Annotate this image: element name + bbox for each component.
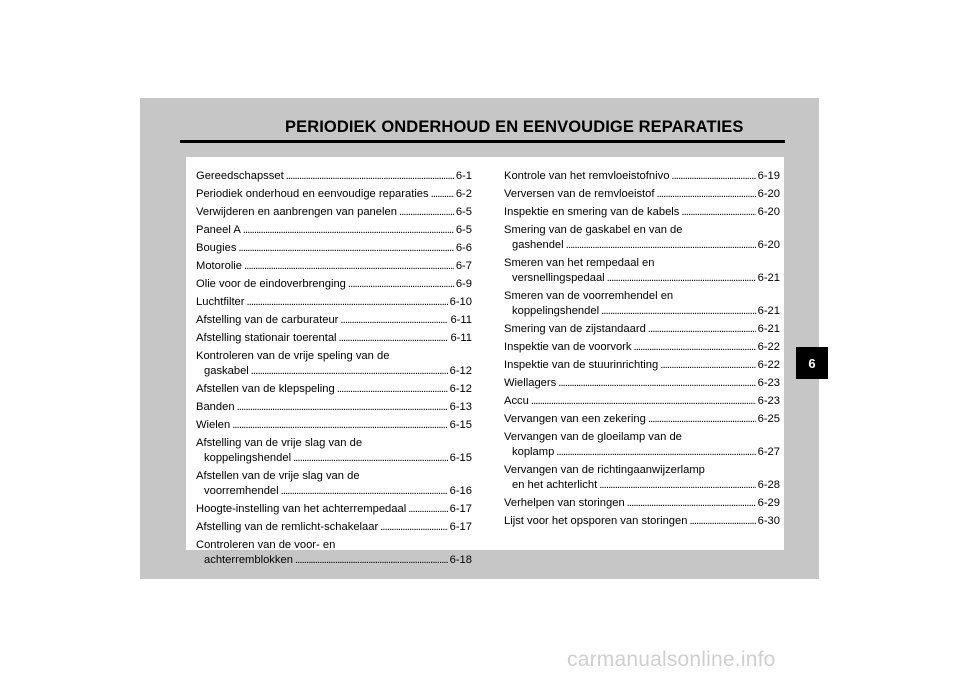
toc-page-number: 6-11 — [450, 332, 472, 344]
toc-entry[interactable] — [196, 205, 472, 220]
toc-entry[interactable] — [196, 469, 472, 499]
toc-entry[interactable] — [196, 418, 472, 433]
toc-leader-dots — [681, 205, 755, 220]
toc-entry-title-line: Afstelling van de vrije slag van de — [196, 437, 363, 449]
toc-entry-title: Wielen — [196, 419, 231, 431]
toc-entry-title: Olie voor de eindoverbrenging — [196, 278, 346, 290]
toc-entry[interactable] — [196, 502, 472, 517]
toc-entry[interactable] — [196, 169, 472, 184]
toc-entry[interactable] — [196, 331, 472, 346]
toc-entry[interactable] — [196, 241, 472, 256]
toc-entry-title-line: Smeren van de voorremhendel en — [504, 290, 674, 302]
toc-entry[interactable] — [504, 256, 780, 286]
toc-page-number: 6-12 — [449, 365, 472, 377]
toc-entry[interactable] — [504, 358, 780, 373]
toc-leader-dots — [599, 478, 755, 493]
toc-left-column — [196, 169, 472, 571]
toc-entry-title: Inspektie van de voorvork — [504, 341, 632, 353]
toc-entry-title: Smering van de zijstandaard — [504, 323, 646, 335]
toc-entry[interactable] — [196, 295, 472, 310]
toc-entry[interactable] — [196, 349, 472, 379]
toc-entry[interactable] — [504, 322, 780, 337]
toc-entry[interactable] — [196, 313, 472, 328]
toc-entry-title: Verhelpen van storingen — [504, 497, 625, 509]
toc-page-number: 6-7 — [455, 260, 472, 272]
toc-entry[interactable] — [196, 436, 472, 466]
toc-page-number: 6-30 — [757, 515, 780, 527]
toc-entry[interactable] — [504, 340, 780, 355]
toc-entry[interactable] — [196, 520, 472, 535]
toc-entry-title: Accu — [504, 395, 529, 407]
toc-entry-title-line: Smeren van het rempedaal en — [504, 257, 655, 269]
toc-leader-dots — [408, 502, 447, 517]
toc-entry-title: voorremhendel — [204, 485, 279, 497]
toc-page-number: 6-21 — [757, 272, 780, 284]
toc-leader-dots — [566, 238, 756, 253]
toc-page-number: 6-5 — [455, 224, 472, 236]
toc-entry-title: Hoogte-instelling van het achterrempedaal — [196, 503, 407, 515]
toc-page-number: 6-20 — [757, 206, 780, 218]
toc-entry-title: Verwijderen en aanbrengen van panelen — [196, 206, 397, 218]
toc-leader-dots — [244, 259, 454, 274]
toc-leader-dots — [380, 520, 447, 535]
toc-entry[interactable] — [196, 187, 472, 202]
toc-page-number: 6-23 — [757, 395, 780, 407]
toc-entry[interactable] — [196, 400, 472, 415]
toc-entry[interactable] — [504, 205, 780, 220]
toc-entry[interactable] — [196, 382, 472, 397]
toc-entry[interactable] — [504, 187, 780, 202]
toc-entry-title-line: Vervangen van de richtingaanwijzerlamp — [504, 464, 705, 476]
toc-page-number: 6-25 — [757, 413, 780, 425]
toc-entry-title: en het achterlicht — [512, 479, 598, 491]
toc-page-number: 6-13 — [449, 401, 472, 413]
toc-entry-title: koplamp — [512, 446, 555, 458]
toc-leader-dots — [339, 331, 449, 346]
toc-leader-dots — [633, 340, 755, 355]
toc-leader-dots — [627, 496, 756, 511]
toc-page-number: 6-15 — [449, 452, 472, 464]
toc-entry-title: Vervangen van een zekering — [504, 413, 646, 425]
toc-page-number: 6-17 — [449, 503, 472, 515]
toc-leader-dots — [656, 187, 755, 202]
toc-entry[interactable] — [504, 376, 780, 391]
toc-leader-dots — [295, 553, 448, 568]
toc-page-number: 6-18 — [449, 554, 472, 566]
toc-entry[interactable] — [504, 514, 780, 529]
toc-page-number: 6-22 — [757, 341, 780, 353]
toc-leader-dots — [531, 394, 756, 409]
toc-leader-dots — [607, 271, 756, 286]
toc-page-number: 6-2 — [455, 188, 472, 200]
toc-leader-dots — [689, 514, 755, 529]
toc-leader-dots — [337, 382, 448, 397]
page-title: PERIODIEK ONDERHOUD EN EENVOUDIGE REPARATIES — [285, 118, 744, 136]
toc-page-number: 6-17 — [449, 521, 472, 533]
toc-entry[interactable] — [504, 169, 780, 184]
toc-leader-dots — [348, 277, 454, 292]
toc-entry-title: Afstelling van de remlicht-schakelaar — [196, 521, 379, 533]
toc-entry-title: Wiellagers — [504, 377, 557, 389]
toc-entry-title: Afstellen van de klepspeling — [196, 383, 335, 395]
toc-entry[interactable] — [196, 223, 472, 238]
toc-entry-title: Banden — [196, 401, 235, 413]
toc-leader-dots — [399, 205, 454, 220]
toc-entry[interactable] — [504, 496, 780, 511]
toc-page-number: 6-12 — [449, 383, 472, 395]
toc-page-number: 6-21 — [757, 323, 780, 335]
toc-right-column — [504, 169, 780, 532]
toc-entry[interactable] — [504, 394, 780, 409]
toc-entry-title: Inspektie van de stuurinrichting — [504, 359, 659, 371]
toc-panel — [186, 157, 784, 566]
toc-entry-title: Periodiek onderhoud en eenvoudige reparaties — [196, 188, 429, 200]
toc-page-number: 6-11 — [450, 314, 472, 326]
toc-entry-title: koppelingshendel — [512, 305, 600, 317]
toc-entry-title: Luchtfilter — [196, 296, 245, 308]
toc-page-number: 6-29 — [757, 497, 780, 509]
toc-entry-title: achterremblokken — [204, 554, 293, 566]
toc-leader-dots — [558, 376, 755, 391]
toc-leader-dots — [556, 445, 755, 460]
chapter-tab[interactable]: 6 — [796, 347, 828, 379]
toc-leader-dots — [243, 223, 454, 238]
toc-entry-title: gaskabel — [204, 365, 249, 377]
toc-page-number: 6-10 — [449, 296, 472, 308]
toc-page-number: 6-1 — [455, 170, 472, 182]
toc-entry-title: Bougies — [196, 242, 237, 254]
toc-entry-title-line: Kontroleren van de vrije speling van de — [196, 350, 390, 362]
toc-leader-dots — [671, 169, 755, 184]
toc-page-number: 6-28 — [757, 479, 780, 491]
toc-page-number: 6-20 — [757, 188, 780, 200]
toc-leader-dots — [247, 295, 448, 310]
title-underline — [180, 140, 785, 143]
toc-leader-dots — [237, 400, 448, 415]
toc-entry[interactable] — [504, 430, 780, 460]
toc-leader-dots — [281, 484, 448, 499]
toc-entry-title: Lijst voor het opsporen van storingen — [504, 515, 688, 527]
toc-leader-dots — [293, 451, 448, 466]
toc-entry-title: Afstelling van de carburateur — [196, 314, 339, 326]
toc-leader-dots — [648, 412, 756, 427]
toc-entry-title: Afstelling stationair toerental — [196, 332, 337, 344]
toc-page-number: 6-22 — [757, 359, 780, 371]
toc-entry-title-line: Controleren van de voor- en — [196, 539, 336, 551]
toc-entry-title: versnellingspedaal — [512, 272, 605, 284]
toc-entry[interactable] — [504, 223, 780, 253]
toc-leader-dots — [660, 358, 755, 373]
toc-entry-title: Motorolie — [196, 260, 243, 272]
toc-leader-dots — [648, 322, 756, 337]
toc-entry[interactable] — [504, 463, 780, 493]
toc-entry[interactable] — [504, 289, 780, 319]
toc-page-number: 6-15 — [449, 419, 472, 431]
toc-page-number: 6-23 — [757, 377, 780, 389]
toc-entry[interactable] — [196, 538, 472, 568]
toc-page-number: 6-9 — [455, 278, 472, 290]
watermark: carmanualsonline.info — [567, 648, 776, 671]
toc-entry-title: Paneel A — [196, 224, 241, 236]
toc-leader-dots — [251, 364, 448, 379]
toc-entry-title-line: Smering van de gaskabel en van de — [504, 224, 683, 236]
toc-leader-dots — [286, 169, 454, 184]
toc-leader-dots — [238, 241, 453, 256]
toc-entry-title: Verversen van de remvloeistof — [504, 188, 655, 200]
toc-entry-title: Gereedschapsset — [196, 170, 284, 182]
toc-entry-title-line: Vervangen van de gloeilamp van de — [504, 431, 682, 443]
toc-page-number: 6-20 — [757, 239, 780, 251]
toc-leader-dots — [340, 313, 448, 328]
toc-entry-title: Inspektie en smering van de kabels — [504, 206, 680, 218]
toc-entry[interactable] — [196, 277, 472, 292]
toc-entry[interactable] — [504, 412, 780, 427]
toc-entry-title: gashendel — [512, 239, 564, 251]
toc-page-number: 6-19 — [757, 170, 780, 182]
toc-leader-dots — [431, 187, 454, 202]
toc-leader-dots — [232, 418, 447, 433]
toc-leader-dots — [601, 304, 756, 319]
toc-page-number: 6-5 — [455, 206, 472, 218]
toc-entry-title: Kontrole van het remvloeistofnivo — [504, 170, 670, 182]
toc-page-number: 6-6 — [455, 242, 472, 254]
toc-page-number: 6-21 — [757, 305, 780, 317]
toc-entry[interactable] — [196, 259, 472, 274]
toc-entry-title: koppelingshendel — [204, 452, 292, 464]
toc-entry-title-line: Afstellen van de vrije slag van de — [196, 470, 360, 482]
toc-page-number: 6-27 — [757, 446, 780, 458]
toc-page-number: 6-16 — [449, 485, 472, 497]
